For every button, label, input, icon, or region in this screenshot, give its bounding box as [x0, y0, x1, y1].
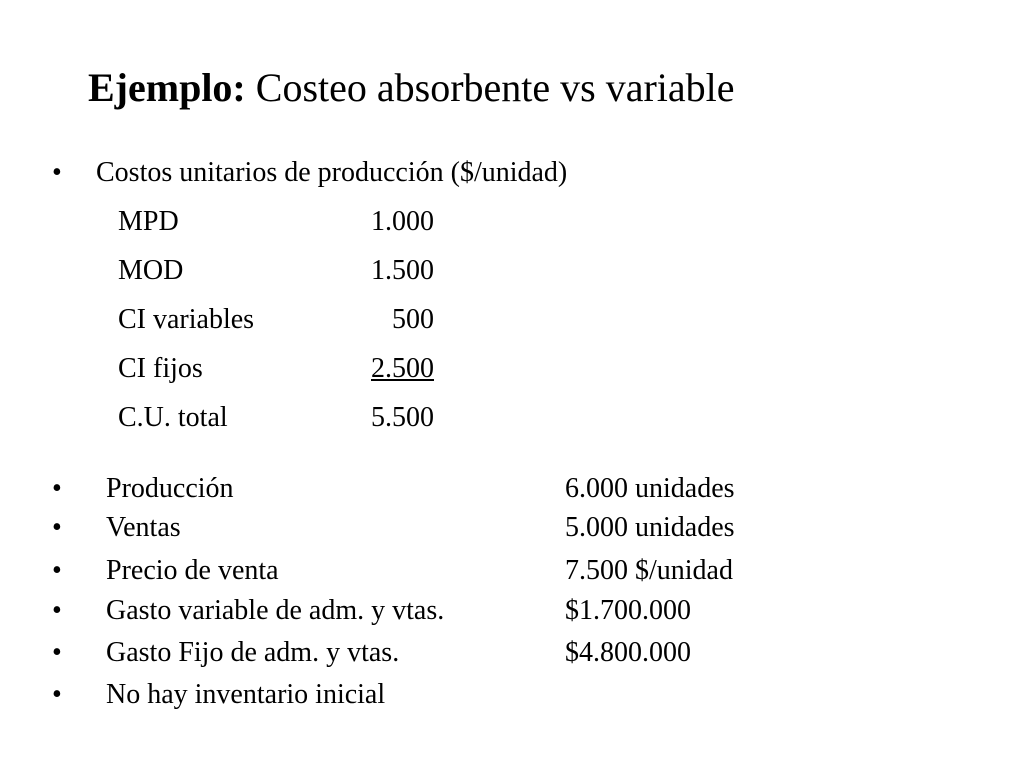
cost-value: 1.000	[371, 206, 434, 237]
cost-label: CI variables	[118, 304, 255, 335]
item-value: 5.000 unidades	[565, 512, 735, 543]
cost-value: 5.500	[371, 402, 434, 433]
item-label: Gasto variable de adm. y vtas.	[106, 595, 445, 626]
item-value: $1.700.000	[565, 595, 691, 626]
cost-label: MOD	[118, 255, 184, 286]
cost-label: CI fijos	[118, 353, 203, 384]
title-rest: Costeo absorbente vs variable	[245, 65, 735, 110]
bullet-icon: •	[52, 473, 62, 504]
item-value: 7.500 $/unidad	[565, 555, 733, 586]
bullet-icon: •	[52, 157, 62, 188]
bullet-icon: •	[52, 637, 62, 668]
item-label: No hay inventario inicial	[106, 679, 386, 710]
bullet-icon: •	[52, 679, 62, 710]
item-value: $4.800.000	[565, 637, 691, 668]
cost-value: 500	[392, 304, 434, 335]
cost-value: 1.500	[371, 255, 434, 286]
bullet-icon: •	[52, 555, 62, 586]
item-value: 6.000 unidades	[565, 473, 735, 504]
bullet-icon: •	[52, 595, 62, 626]
item-label: Gasto Fijo de adm. y vtas.	[106, 637, 400, 668]
title-bold: Ejemplo:	[88, 65, 246, 110]
unit-costs-heading: Costos unitarios de producción ($/unidad)	[96, 157, 568, 188]
page-title	[88, 62, 735, 114]
cost-value: 2.500	[371, 353, 434, 384]
item-label: Ventas	[106, 512, 181, 543]
item-label: Producción	[106, 473, 234, 504]
cost-label: MPD	[118, 206, 179, 237]
bullet-icon: •	[52, 512, 62, 543]
cost-label: C.U. total	[118, 402, 228, 433]
item-label: Precio de venta	[106, 555, 279, 586]
